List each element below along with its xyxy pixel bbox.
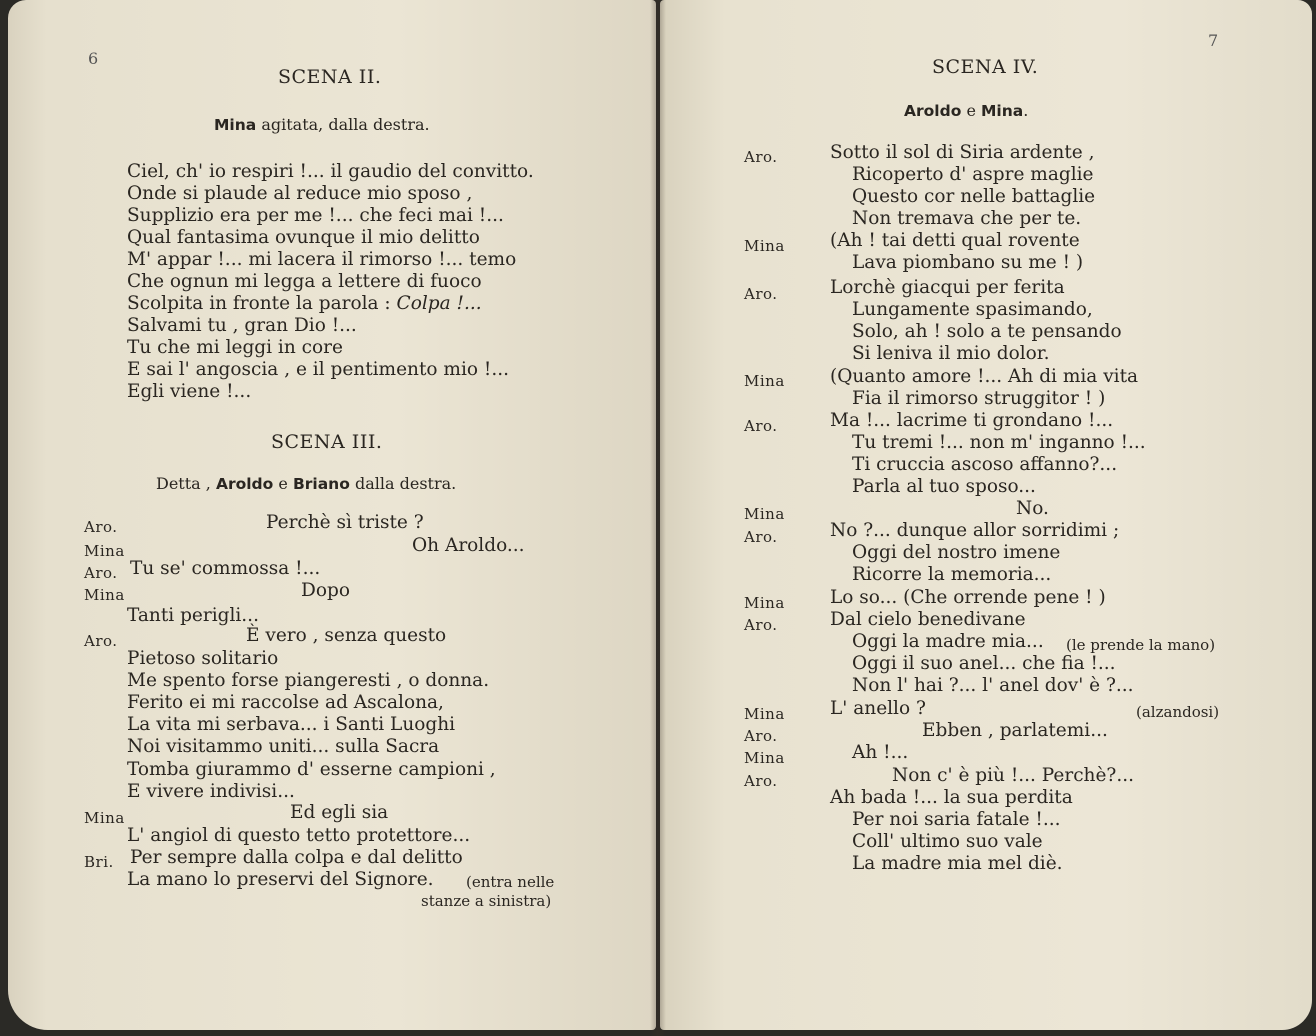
verse-line: Egli viene !... xyxy=(127,381,252,402)
character-name: Aroldo xyxy=(215,475,274,493)
verse-line: Dal cielo benedivane xyxy=(830,609,1026,630)
verse-line: Lo so... (Che orrende pene ! ) xyxy=(830,587,1106,608)
stage-direction: (entra nelle xyxy=(466,873,555,891)
speaker: Aro. xyxy=(744,417,778,435)
speaker: Mina xyxy=(744,505,785,523)
verse-line: Ti cruccia ascoso affanno?... xyxy=(852,454,1118,475)
right-page xyxy=(660,0,1312,1030)
verse-line: Ah !... xyxy=(852,742,909,763)
stage-direction: (le prende la mano) xyxy=(1066,636,1216,654)
character-name: Briano xyxy=(292,475,350,493)
dialogue-line: Tanti perigli... xyxy=(127,605,259,626)
scene-subtitle: Detta , Aroldo e Briano dalla destra. xyxy=(156,474,457,493)
verse-line: Solo, ah ! solo a te pensando xyxy=(852,321,1122,342)
dialogue-line: Tu se' commossa !... xyxy=(130,558,321,579)
verse-line: Oggi la madre mia... xyxy=(852,631,1044,652)
dialogue-line: Per sempre dalla colpa e dal delitto xyxy=(130,847,463,868)
character-name: Mina xyxy=(214,116,257,134)
dialogue-line: Tomba giurammo d' esserne campioni , xyxy=(127,759,496,780)
verse-line: Ricorre la memoria... xyxy=(852,564,1052,585)
verse-line: L' anello ? xyxy=(830,698,926,719)
speaker: Mina xyxy=(84,586,125,604)
speaker: Aro. xyxy=(744,285,778,303)
verse-line: M' appar !... mi lacera il rimorso !... temo xyxy=(127,249,517,270)
character-name: Aroldo xyxy=(904,102,962,120)
scene-subtitle xyxy=(214,114,430,136)
speaker: Mina xyxy=(744,749,785,767)
verse-line: Ah bada !... la sua perdita xyxy=(830,787,1073,808)
verse-line: Parla al tuo sposo... xyxy=(852,476,1036,497)
dialogue-line: Me spento forse piangeresti , o donna. xyxy=(127,670,490,691)
subtitle-text: agitata, dalla destra. xyxy=(256,115,430,134)
dialogue-line: Ed egli sia xyxy=(290,802,389,823)
verse-line: Sotto il sol di Siria ardente , xyxy=(830,142,1095,163)
dialogue-line: La vita mi serbava... i Santi Luoghi xyxy=(127,714,456,735)
page-number: 7 xyxy=(1208,31,1219,50)
character-name: Mina xyxy=(981,102,1024,120)
speaker: Aro. xyxy=(744,772,778,790)
speaker: Aro. xyxy=(84,632,118,650)
speaker: Mina xyxy=(84,542,125,560)
speaker: Aro. xyxy=(744,148,778,166)
speaker: Aro. xyxy=(744,727,778,745)
verse-line: Non c' è più !... Perchè?... xyxy=(892,765,1134,786)
verse-line: Supplizio era per me !... che feci mai !... xyxy=(127,205,504,226)
verse-line: Tu tremi !... non m' inganno !... xyxy=(852,432,1146,453)
verse-line: Tu che mi leggi in core xyxy=(127,337,343,358)
dialogue-line: Oh Aroldo... xyxy=(412,535,525,556)
verse-line: Onde si plaude al reduce mio sposo , xyxy=(127,183,473,204)
speaker: Aro. xyxy=(744,528,778,546)
dialogue-line: Dopo xyxy=(301,580,350,601)
verse-line: Fia il rimorso struggitor ! ) xyxy=(852,388,1106,409)
verse-line: Non tremava che per te. xyxy=(852,208,1082,229)
left-page xyxy=(8,0,656,1030)
dialogue-line: Pietoso solitario xyxy=(127,648,279,669)
speaker: Aro. xyxy=(744,616,778,634)
dialogue-line: E vivere indivisi... xyxy=(127,781,295,802)
verse-line: Coll' ultimo suo vale xyxy=(852,831,1043,852)
scene-title: SCENA III. xyxy=(271,431,383,453)
dialogue-line: È vero , senza questo xyxy=(246,625,447,646)
verse-line: No. xyxy=(1016,498,1049,519)
verse-line: Non l' hai ?... l' anel dov' è ?... xyxy=(852,675,1134,696)
scene-subtitle: Aroldo e Mina. xyxy=(904,101,1029,120)
verse-line: Qual fantasima ovunque il mio delitto xyxy=(127,227,480,248)
dialogue-line: Perchè sì triste ? xyxy=(266,512,424,533)
speaker: Mina xyxy=(744,372,785,390)
verse-line: Lava piombano su me ! ) xyxy=(852,252,1084,273)
page-number: 6 xyxy=(88,49,99,68)
speaker: Aro. xyxy=(84,518,118,536)
verse-line: Che ognun mi legga a lettere di fuoco xyxy=(127,271,482,292)
verse-line: Questo cor nelle battaglie xyxy=(852,186,1096,207)
scene-title: SCENA II. xyxy=(278,66,382,88)
verse-line: No ?... dunque allor sorridimi ; xyxy=(830,520,1120,541)
stage-direction: (alzandosi) xyxy=(1136,703,1220,721)
speaker: Bri. xyxy=(84,853,114,871)
verse-line: Ciel, ch' io respiri !... il gaudio del convitto. xyxy=(127,161,534,182)
verse-line: Si leniva il mio dolor. xyxy=(852,343,1050,364)
dialogue-line: Ferito ei mi raccolse ad Ascalona, xyxy=(127,692,444,713)
scene-title: SCENA IV. xyxy=(932,56,1039,78)
verse-line: Ebben , parlatemi... xyxy=(922,720,1108,741)
verse-line: Salvami tu , gran Dio !... xyxy=(127,315,357,336)
verse-line: (Quanto amore !... Ah di mia vita xyxy=(830,366,1139,387)
dialogue-line: Noi visitammo uniti... sulla Sacra xyxy=(127,736,440,757)
speaker: Mina xyxy=(84,809,125,827)
speaker: Mina xyxy=(744,705,785,723)
dialogue-line: L' angiol di questo tetto protettore... xyxy=(127,825,471,846)
verse-line: Ricoperto d' aspre maglie xyxy=(852,164,1094,185)
book-gutter xyxy=(650,0,666,1036)
verse-line: Lungamente spasimando, xyxy=(852,299,1093,320)
dialogue-line: La mano lo preservi del Signore. xyxy=(127,869,434,890)
verse-line: Oggi il suo anel... che fia !... xyxy=(852,653,1116,674)
verse-line: Ma !... lacrime ti grondano !... xyxy=(830,410,1114,431)
verse-line: La madre mia mel diè. xyxy=(852,853,1063,874)
speaker: Mina xyxy=(744,594,785,612)
verse-line: (Ah ! tai detti qual rovente xyxy=(830,230,1080,251)
stage-direction: stanze a sinistra) xyxy=(421,892,552,910)
verse-line: Lorchè giacqui per ferita xyxy=(830,277,1065,298)
speaker: Mina xyxy=(744,237,785,255)
verse-line: Scolpita in fronte la parola : Colpa !... xyxy=(127,293,482,314)
verse-line: Per noi saria fatale !... xyxy=(852,809,1061,830)
emphasis: Colpa !... xyxy=(396,293,482,314)
verse-line: E sai l' angoscia , e il pentimento mio !... xyxy=(127,359,509,380)
speaker: Aro. xyxy=(84,564,118,582)
verse-line: Oggi del nostro imene xyxy=(852,542,1061,563)
